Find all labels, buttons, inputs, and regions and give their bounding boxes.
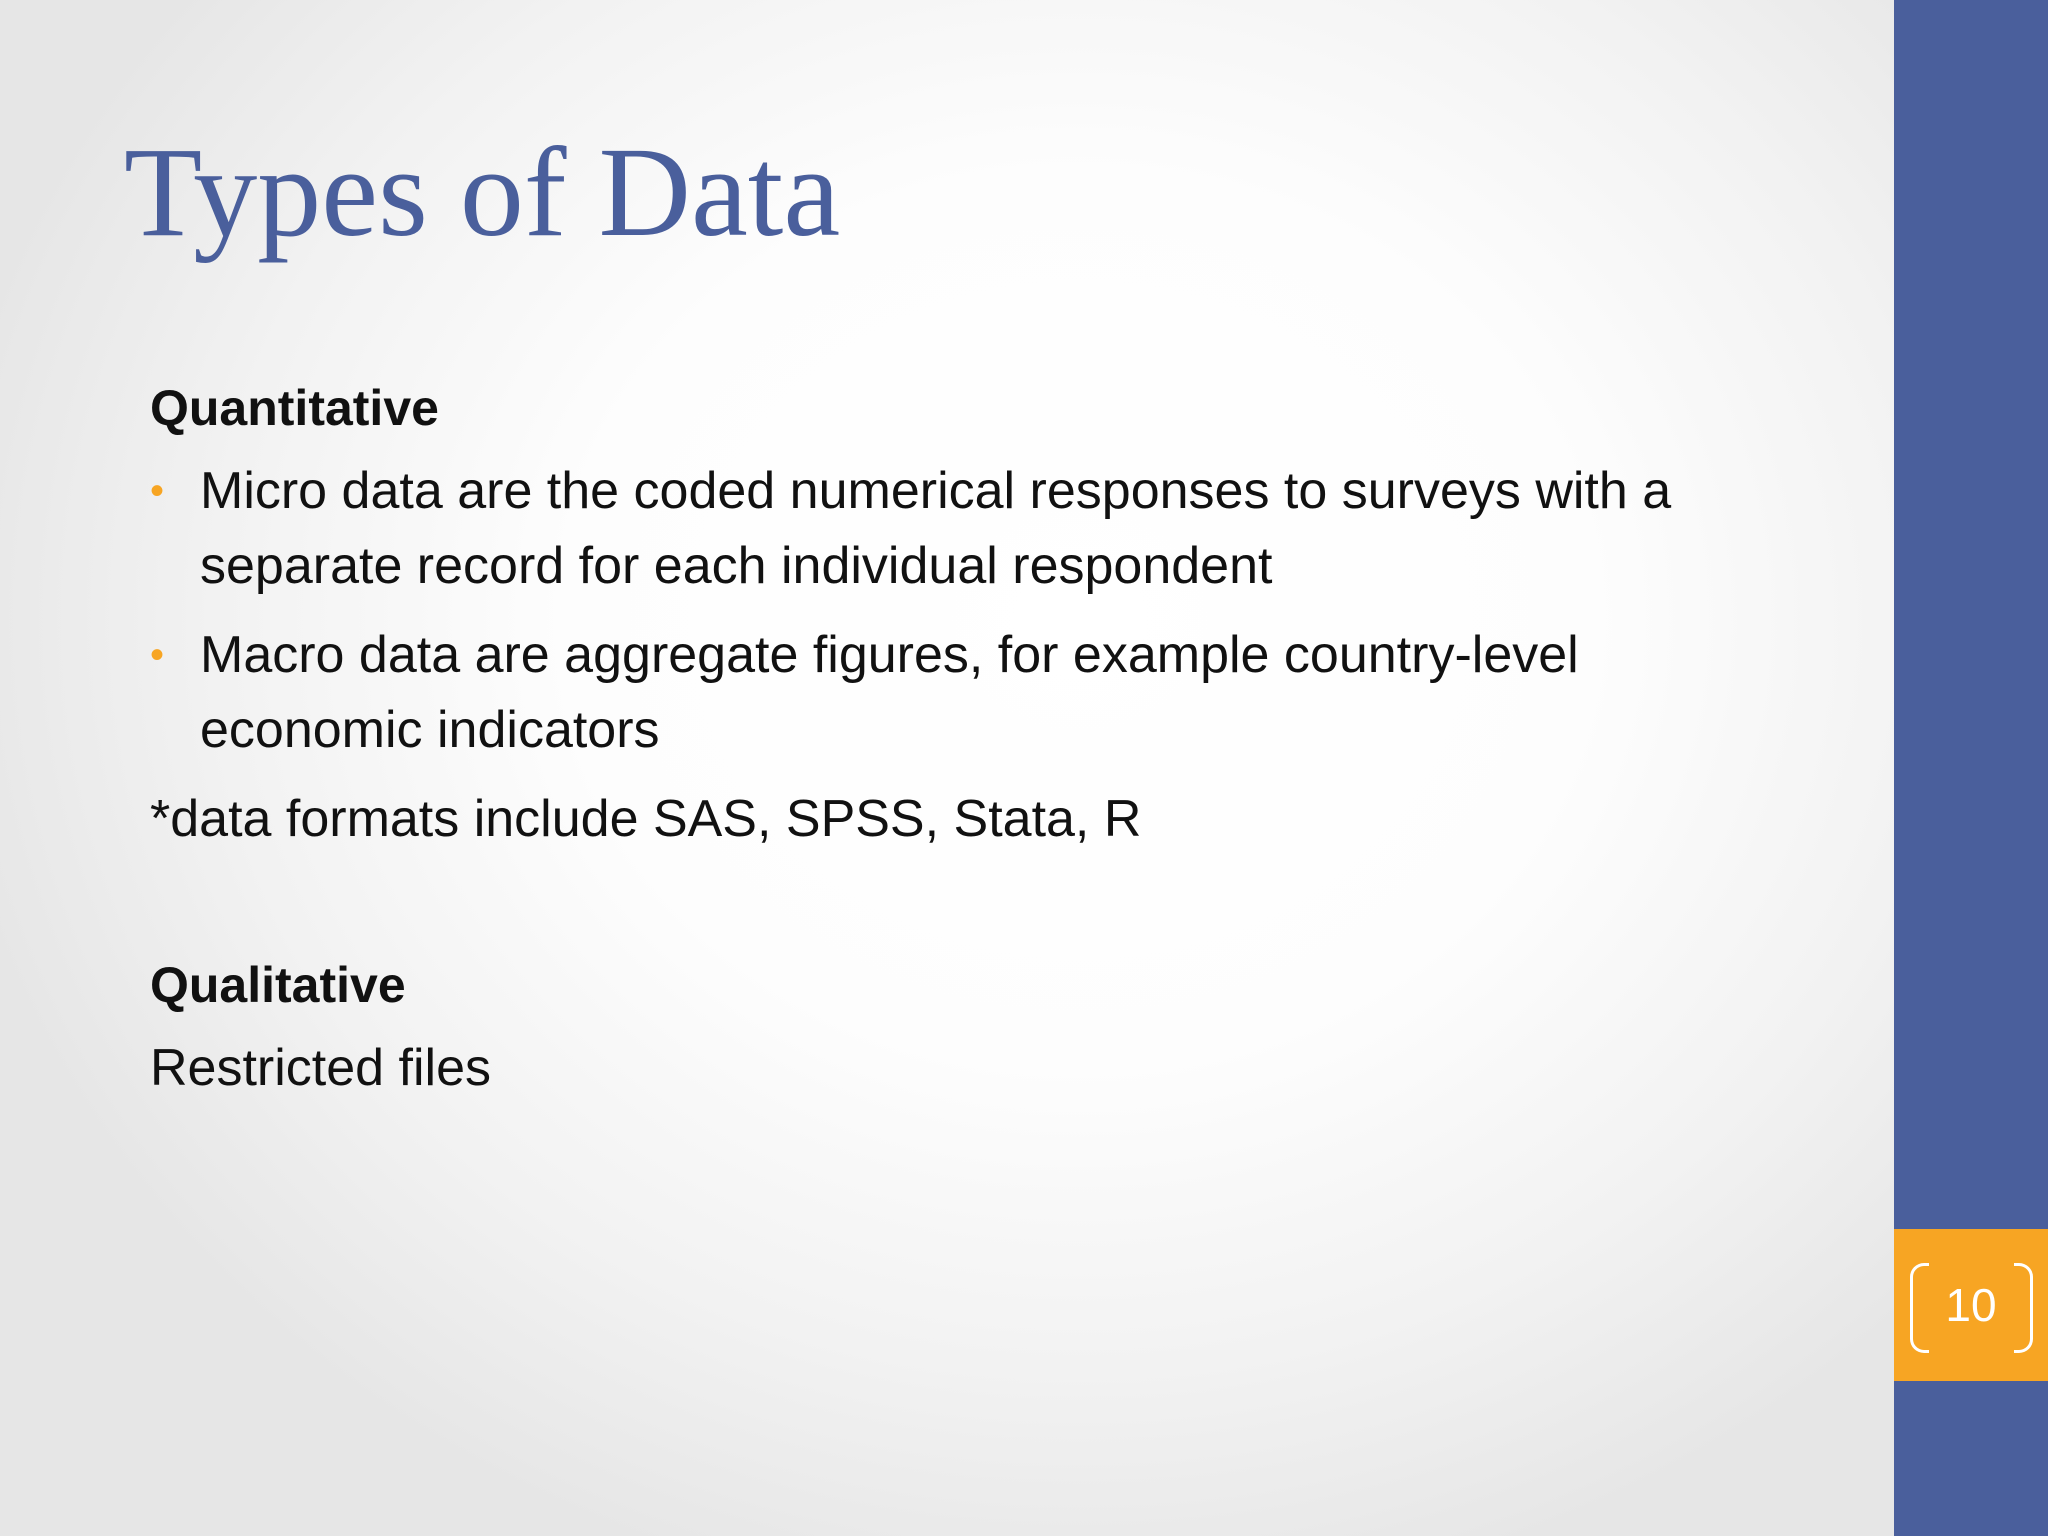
bullet-item xyxy=(150,454,1800,604)
bullet-dot-icon: • xyxy=(150,469,165,513)
qualitative-heading: Qualitative xyxy=(150,957,406,1013)
slide-title: Types of Data xyxy=(124,121,841,263)
slide-content xyxy=(150,370,1800,1106)
bullet-dot-icon: • xyxy=(150,633,165,677)
bullet-item xyxy=(150,618,1800,768)
page-number-box xyxy=(1894,1229,2048,1381)
bullet-text: Macro data are aggregate figures, for example country-level economic indicators xyxy=(200,626,1579,759)
qualitative-text: Restricted files xyxy=(150,1039,491,1097)
quantitative-heading: Quantitative xyxy=(150,380,439,436)
page-number: 10 xyxy=(1945,1279,1997,1331)
section-gap xyxy=(150,857,1800,947)
bullet-text: Micro data are the coded numerical responses to surveys with a separate record for each individual respondent xyxy=(200,462,1672,595)
data-formats-note: *data formats include SAS, SPSS, Stata, R xyxy=(150,790,1142,848)
